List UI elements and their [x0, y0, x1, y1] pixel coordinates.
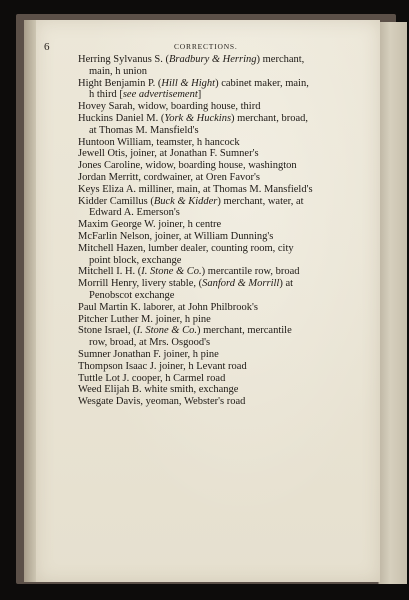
entry-text: at Thomas M. Mansfield's: [89, 124, 199, 136]
running-head: CORRECTIONS.: [174, 42, 238, 51]
directory-entry: [78, 54, 368, 78]
entry-text: Weed Elijah B. white smith, exchange: [78, 384, 239, 396]
firm-name: I. Stone & Co.: [136, 325, 197, 337]
entry-text: Penobscot exchange: [89, 289, 175, 301]
entry-text: ) merchant, mercantile: [196, 325, 292, 337]
directory-entry: [78, 184, 368, 196]
firm-name: Bradbury & Herring: [169, 54, 257, 65]
entry-line: [78, 373, 225, 384]
entry-line: [78, 219, 221, 230]
page-number: 6: [44, 41, 50, 53]
entry-text: Keys Eliza A. milliner, main, at Thomas M. Mansfield's: [78, 183, 313, 195]
page-header: [44, 41, 340, 55]
entry-line: [78, 54, 304, 65]
entry-line: [78, 302, 258, 313]
entry-text: Hovey Sarah, widow, boarding house, third: [78, 101, 261, 113]
entry-text: Paul Martin K. laborer, at John Philbrook's: [78, 301, 258, 313]
directory-entry: [78, 196, 368, 220]
directory-entry: [78, 384, 368, 396]
directory-entry: [78, 113, 368, 137]
entry-text: Huntoon William, teamster, h hancock: [78, 136, 240, 148]
entry-continuation-line: [78, 290, 368, 302]
entry-text: Wesgate Davis, yeoman, Webster's road: [78, 396, 246, 408]
directory-entry: [78, 314, 368, 326]
entry-text: row, broad, at Mrs. Osgood's: [89, 337, 211, 349]
directory-entry: [78, 219, 368, 231]
entry-text: Hight Benjamin P. (: [78, 77, 162, 89]
firm-name: see advertisement: [122, 89, 198, 101]
entry-continuation-line: [78, 207, 368, 219]
entry-line: [78, 361, 247, 372]
directory-entry: [78, 302, 368, 314]
entry-line: [78, 349, 219, 360]
entry-line: [78, 278, 293, 289]
directory-entry: [78, 231, 368, 243]
entry-text: Thompson Isaac J. joiner, h Levant road: [78, 360, 247, 372]
entry-text: ]: [197, 89, 202, 101]
entry-text: Tuttle Lot J. cooper, h Carmel road: [78, 372, 226, 384]
directory-entry: [78, 278, 368, 302]
entry-text: Jewell Otis, joiner, at Jonathan F. Sumner's: [78, 148, 259, 160]
entry-text: Pitcher Luther M. joiner, h pine: [78, 313, 211, 325]
entry-text: ) merchant, broad,: [231, 112, 308, 124]
directory-entry: [78, 243, 368, 267]
entry-line: [78, 396, 245, 407]
entry-text: h third [: [89, 89, 123, 101]
entry-text: Herring Sylvanus S. (: [78, 54, 169, 65]
entry-text: Edward A. Emerson's: [89, 207, 180, 219]
entry-line: [78, 325, 292, 336]
entry-line: [78, 314, 211, 325]
entry-text: ) at: [279, 278, 294, 290]
entry-line: [78, 384, 238, 395]
entry-text: Mitchell Hazen, lumber dealer, counting room, city: [78, 242, 294, 254]
entry-line: [78, 196, 304, 207]
directory-entry: [78, 160, 368, 172]
firm-name: Sanford & Morrill: [202, 278, 280, 290]
directory-entry: [78, 349, 368, 361]
entry-line: [78, 184, 313, 195]
entry-text: ) mercantile row, broad: [201, 266, 300, 278]
entry-line: [78, 101, 260, 112]
entry-line: [78, 266, 300, 277]
directory-entry: [78, 172, 368, 184]
entry-text: Maxim George W. joiner, h centre: [78, 219, 222, 231]
directory-entry-list: [78, 54, 368, 408]
entry-continuation-line: [78, 89, 368, 101]
entry-line: [78, 148, 259, 159]
entry-text: Jordan Merritt, cordwainer, at Oren Favor's: [78, 171, 260, 183]
directory-entry: [78, 148, 368, 160]
entry-line: [78, 231, 273, 242]
entry-line: [78, 172, 260, 183]
entry-text: Sumner Jonathan F. joiner, h pine: [78, 348, 219, 360]
firm-name: Hill & Hight: [161, 77, 216, 89]
directory-entry: [78, 325, 368, 349]
firm-name: Buck & Kidder: [153, 195, 218, 207]
entry-line: [78, 160, 297, 171]
adjacent-page-edge: [378, 22, 407, 584]
entry-text: ) merchant,: [256, 54, 305, 65]
entry-text: McFarlin Nelson, joiner, at William Dunning's: [78, 230, 274, 242]
entry-text: Jones Caroline, widow, boarding house, washington: [78, 160, 297, 172]
entry-line: [78, 113, 308, 124]
entry-text: main, h union: [89, 65, 148, 77]
entry-text: ) merchant, water, at: [217, 195, 304, 207]
directory-entry: [78, 137, 368, 149]
entry-continuation-line: [78, 66, 368, 78]
entry-line: [78, 78, 309, 89]
directory-entry: [78, 373, 368, 385]
entry-text: Huckins Daniel M. (: [78, 112, 165, 124]
firm-name: I. Stone & Co.: [141, 266, 202, 278]
entry-text: Stone Israel, (: [78, 325, 137, 337]
entry-text: Kidder Camillus (: [78, 195, 154, 207]
entry-line: [78, 243, 294, 254]
firm-name: York & Huckins: [164, 112, 232, 124]
directory-entry: [78, 396, 368, 408]
entry-text: Mitchell I. H. (: [78, 266, 142, 278]
directory-entry: [78, 361, 368, 373]
entry-text: ) cabinet maker, main,: [215, 77, 309, 89]
entry-text: point block, exchange: [89, 254, 182, 266]
entry-text: Morrill Henry, livery stable, (: [78, 278, 203, 290]
directory-entry: [78, 101, 368, 113]
directory-entry: [78, 78, 368, 102]
entry-continuation-line: [78, 255, 368, 267]
entry-line: [78, 137, 240, 148]
directory-entry: [78, 266, 368, 278]
entry-continuation-line: [78, 125, 368, 137]
entry-continuation-line: [78, 337, 368, 349]
